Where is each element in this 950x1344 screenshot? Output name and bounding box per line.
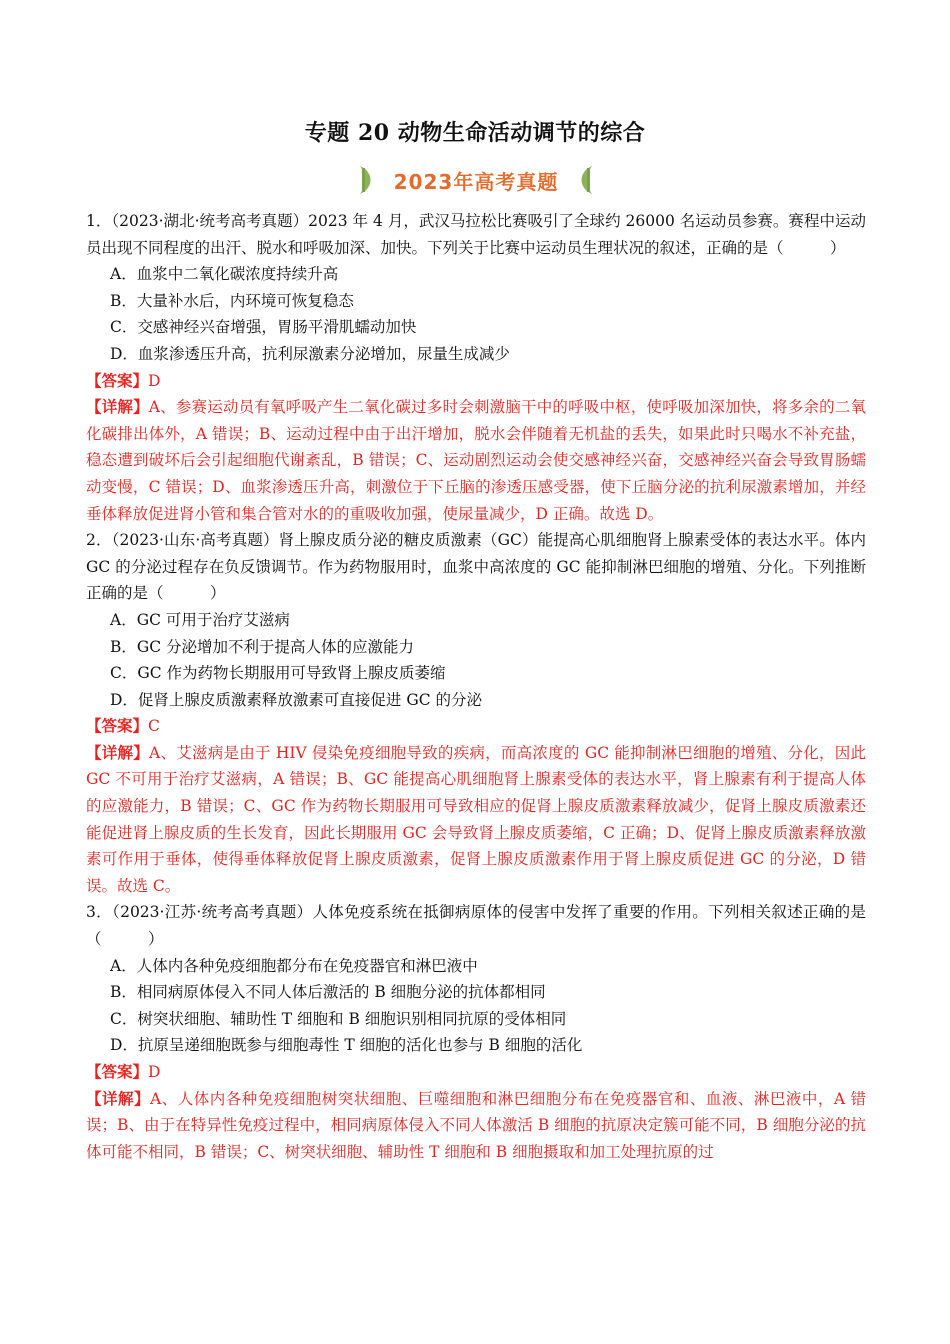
answer-label: 【答案】 [86,716,149,736]
question-option: B．大量补水后，内环境可恢复稳态 [110,291,354,310]
question-option: C．树突状细胞、辅助性 T 细胞和 B 细胞识别相同抗原的受体相同 [110,1009,567,1028]
explanation-text: A、艾滋病是由于 HIV 侵染免疫细胞导致的疾病，而高浓度的 GC 能抑制淋巴细胞的增殖、分化，因此 GC 不可用于治疗艾滋病，A 错误；B、GC 能提高心肌细胞肾上腺素受体的表达水平，肾上腺素有利于提高人体的应激能力，B 错误；C、GC 作为药物长期服用可导致相应的促肾上腺皮质激素释放减少，促肾上腺皮质激素还能促进肾上腺皮质的生长发育，因此长期服用 GC 会导致肾上腺皮质萎缩，C 正确；D、促肾上腺皮质激素释放激素可作用于垂体，使得垂体释放促肾上腺皮质激素，促肾上腺皮质激素作用于肾上腺皮质促进 GC 的分泌，D 错误。故选 C。 [86,743,866,895]
explanation-label: 【详解】 [86,742,150,762]
page-title: 专题 20 动物生命活动调节的综合 [304,120,646,146]
question-stem: 2．（2023·山东·高考真题）肾上腺皮质分泌的糖皮质激素（GC）能提高心肌细胞肾上腺素受体的表达水平。体内 GC 的分泌过程存在负反馈调节。作为药物服用时，血浆中高浓度的 GC 能抑制淋巴细胞的增殖、分化。下列推断正确的是（ ） [86,531,866,603]
explanation [86,1086,866,1166]
question-option: B．相同病原体侵入不同人体后激活的 B 细胞分泌的抗体都相同 [110,983,546,1002]
answer-value: C [148,717,160,736]
question-option: B．GC 分泌增加不利于提高人体的应激能力 [110,637,415,656]
explanation [86,394,866,527]
banner-text: 2023年高考真题 [393,170,559,194]
question-option: C．GC 作为药物长期服用可导致肾上腺皮质萎缩 [110,664,446,683]
answer-line [86,368,866,395]
explanation-label: 【详解】 [86,397,149,417]
question-option: A．血浆中二氧化碳浓度持续升高 [110,265,339,284]
question-option: D．血浆渗透压升高，抗利尿激素分泌增加，尿量生成减少 [110,344,510,363]
question-option: C．交感神经兴奋增强，胃肠平滑肌蠕动加快 [110,318,417,337]
answer-value: D [148,1063,161,1081]
question-option: D．抗原呈递细胞既参与细胞毒性 T 细胞的活化也参与 B 细胞的活化 [110,1036,583,1055]
question-option: A．人体内各种免疫细胞都分布在免疫器官和淋巴液中 [110,956,478,975]
explanation-text: A、人体内各种免疫细胞树突状细胞、巨噬细胞和淋巴细胞分布在免疫器官和、血液、淋巴液中，A 错误；B、由于在特异性免疫过程中，相同病原体侵入不同人体激活 B 细胞的抗原决定簇可能不同，B 细胞分泌的抗体可能不相同，B 错误；C、树突状细胞、辅助性 T 细胞和 B 细胞摄取和加工处理抗原的过 [86,1089,866,1161]
answer-label: 【答案】 [86,370,149,390]
explanation-label: 【详解】 [86,1088,151,1108]
question-option: D．促肾上腺皮质激素释放激素可直接促进 GC 的分泌 [110,690,483,709]
question-stem: 1．（2023·湖北·统考高考真题）2023 年 4 月，武汉马拉松比赛吸引了全球约 26000 名运动员参赛。赛程中运动员出现不同程度的出汗、脱水和呼吸加深、加快。下列关于比赛中运动员生理状况的叙述，正确的是（ ） [86,212,866,257]
answer-label: 【答案】 [86,1062,149,1081]
questions-content [86,208,866,1165]
explanation-text: A、参赛运动员有氧呼吸产生二氧化碳过多时会刺激脑干中的呼吸中枢，使呼吸加深加快，将多余的二氧化碳排出体外，A 错误；B、运动过程中由于出汗增加，脱水会伴随着无机盐的丢失，如果此时只喝水不补充盐，稳态遭到破坏后会引起细胞代谢紊乱，B 错误；C、运动剧烈运动会使交感神经兴奋，交感神经兴奋会导致胃肠蠕动变慢，C 错误；D、血浆渗透压升高，刺激位于下丘脑的渗透压感受器，使下丘脑分泌的抗利尿激素增加，并经垂体释放促进肾小管和集合管对水的的重吸收加强，使尿量减少，D 正确。故选 D。 [86,398,866,523]
answer-line [86,1059,866,1086]
answer-value: D [148,371,161,390]
section-banner [356,162,596,198]
question-option: A．GC 可用于治疗艾滋病 [110,610,290,629]
question-stem: 3．（2023·江苏·统考高考真题）人体免疫系统在抵御病原体的侵害中发挥了重要的作用。下列相关叙述正确的是（ ） [86,903,866,949]
answer-line [86,713,866,740]
explanation [86,740,866,900]
